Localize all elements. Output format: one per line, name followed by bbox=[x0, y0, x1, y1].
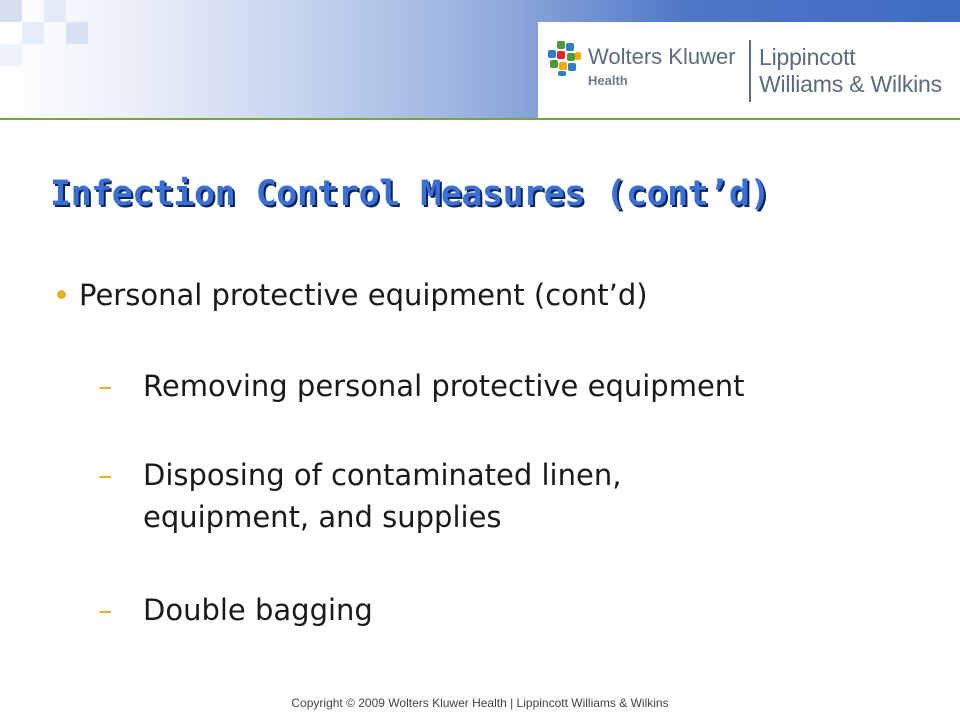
logo-partner-line-1: Lippincott bbox=[759, 44, 856, 70]
footer-copyright: Copyright © 2009 Wolters Kluwer Health | Lippincott Williams & Wilkins bbox=[291, 696, 669, 710]
sub-bullet-text: Removing personal protective equipment bbox=[143, 369, 745, 403]
sub-bullet-text: Double bagging bbox=[143, 593, 373, 627]
sub-bullet-text-continued: equipment, and supplies bbox=[143, 500, 502, 534]
bullet-dot-icon bbox=[57, 290, 66, 299]
dash-marker: – bbox=[98, 458, 113, 492]
bullet-text: Personal protective equipment (cont’d) bbox=[79, 278, 648, 312]
header-rule bbox=[0, 118, 960, 120]
sub-bullet-text: Disposing of contaminated linen, bbox=[143, 458, 622, 492]
header-decorative-squares bbox=[0, 0, 220, 118]
logo-divider bbox=[749, 40, 751, 102]
dash-marker: – bbox=[98, 369, 113, 403]
logo-brand-name: Wolters Kluwer bbox=[588, 44, 736, 69]
wolters-kluwer-globe-icon bbox=[544, 38, 584, 78]
dash-marker: – bbox=[98, 593, 113, 627]
logo-division-name: Health bbox=[588, 73, 628, 88]
logo-partner-line-2: Williams & Wilkins bbox=[759, 71, 942, 97]
slide-title: Infection Control Measures (cont’d) bbox=[50, 174, 771, 214]
